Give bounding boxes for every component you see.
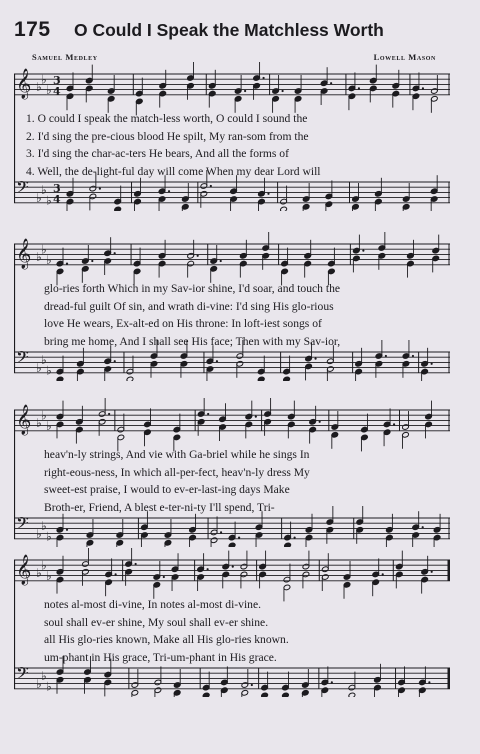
music-system xyxy=(14,548,450,697)
lyric-text: 1. O could I speak the match-less worth, O could I sound the xyxy=(26,112,308,125)
dot xyxy=(108,413,110,415)
dot xyxy=(267,193,269,195)
flat-icon: ♭ xyxy=(46,529,52,544)
flat-icon: ♭ xyxy=(36,526,42,541)
lyric-line xyxy=(14,501,450,514)
bass-clef-icon: 𝄢 xyxy=(16,177,29,201)
dot xyxy=(331,681,333,683)
flat-icon: ♭ xyxy=(41,558,47,573)
lyric-text: soul shall ev-er shine, My soul shall ev-er shine. xyxy=(44,615,269,629)
lyric-line xyxy=(14,598,450,611)
bass-clef-icon: 𝄢 xyxy=(16,347,29,371)
dot xyxy=(422,87,424,89)
time-signature-top: 3 xyxy=(53,182,61,195)
dot xyxy=(431,571,433,573)
dot xyxy=(207,568,209,570)
note-group xyxy=(56,232,439,285)
lyric-line xyxy=(14,317,450,330)
dot xyxy=(163,576,165,578)
hymn-number: 175 xyxy=(14,18,51,41)
dot xyxy=(314,358,316,360)
lyric-line xyxy=(14,616,450,629)
lyric-text: right-eous-ness, In which all-per-fect, heav'n-ly dress My xyxy=(44,465,310,479)
flat-icon: ♭ xyxy=(41,183,47,197)
dot xyxy=(358,87,360,89)
dot xyxy=(382,573,384,575)
flat-icon: ♭ xyxy=(41,72,47,87)
flat-icon: ♭ xyxy=(41,242,47,257)
treble-staff xyxy=(14,560,450,581)
dot xyxy=(385,355,387,357)
dot xyxy=(135,563,137,565)
flat-icon: ♭ xyxy=(46,363,52,378)
dot xyxy=(216,360,218,362)
dot xyxy=(91,260,93,262)
lyric-text: glo-ries forth Which in my Sav-ior shine, I'd soar, and touch the xyxy=(44,282,341,295)
lyric-line xyxy=(14,130,450,143)
flat-icon: ♭ xyxy=(41,353,47,367)
music-system xyxy=(14,398,450,547)
flat-icon: ♭ xyxy=(41,669,47,683)
dot xyxy=(428,681,430,683)
lyric-line xyxy=(14,633,450,646)
flat-icon: ♭ xyxy=(36,250,42,265)
flat-icon: ♭ xyxy=(46,679,52,694)
lyric-line xyxy=(14,165,450,178)
lyric-text: love He wears, Ex-alt-ed on His throne: In loft-iest songs of xyxy=(44,317,322,331)
dot xyxy=(232,566,234,568)
dot xyxy=(207,413,209,415)
flat-icon: ♭ xyxy=(46,418,52,433)
dot xyxy=(114,252,116,254)
treble-clef-icon: 𝄞 xyxy=(16,239,32,269)
flat-icon: ♭ xyxy=(36,360,42,375)
dot xyxy=(281,90,283,92)
lyric-text: heav'n-ly strings, And vie with Ga-briel while he sings In xyxy=(44,448,310,461)
music-composer: Lowell Mason xyxy=(373,52,436,62)
dot xyxy=(393,423,395,425)
bass-clef-icon: 𝄢 xyxy=(16,663,29,687)
dot xyxy=(66,263,68,265)
lyric-line xyxy=(14,282,450,295)
dot xyxy=(220,531,222,533)
dot xyxy=(66,529,68,531)
lyric-text: Broth-er, Friend, A blest e-ter-ni-ty I'll spend, Tri- xyxy=(44,500,275,514)
lyric-line xyxy=(14,335,450,348)
dot xyxy=(422,526,424,528)
treble-clef-icon: 𝄞 xyxy=(16,405,32,435)
lyric-line xyxy=(14,300,450,313)
flat-icon: ♭ xyxy=(46,252,52,267)
time-signature-top: 3 xyxy=(53,74,61,87)
flat-icon: ♭ xyxy=(36,566,42,581)
dot xyxy=(210,185,212,187)
time-signature-bottom: 4 xyxy=(53,85,61,98)
lyric-line xyxy=(14,483,450,496)
lyric-text: dread-ful guilt Of sin, and wrath di-vine: I'd sing His glo-rious xyxy=(44,299,334,313)
note-group xyxy=(56,548,433,601)
flat-icon: ♭ xyxy=(41,519,47,533)
dot xyxy=(412,355,414,357)
flat-icon: ♭ xyxy=(41,408,47,423)
dot xyxy=(115,573,117,575)
treble-staff xyxy=(14,74,450,95)
time-signature-bottom: 4 xyxy=(53,193,61,206)
bass-clef-icon: 𝄢 xyxy=(16,513,29,537)
treble-clef-icon: 𝄞 xyxy=(16,555,32,585)
treble-clef-icon: 𝄞 xyxy=(16,69,32,99)
dot xyxy=(168,190,170,192)
note-group xyxy=(66,62,438,115)
dot xyxy=(220,260,222,262)
lyric-text: notes al-most di-vine, In notes al-most di-vine. xyxy=(44,598,262,611)
flat-icon: ♭ xyxy=(46,193,52,208)
words-author: Samuel Medley xyxy=(32,52,98,62)
dot xyxy=(431,363,433,365)
lyric-line xyxy=(14,651,450,664)
lyric-text: all His glo-ries known, Make all His glo-ries known. xyxy=(44,633,289,647)
flat-icon: ♭ xyxy=(46,568,52,583)
lyric-text: 2. I'd sing the pre-cious blood He spilt, My ran-som from the xyxy=(26,129,309,143)
dot xyxy=(294,537,296,539)
lyric-text: sweet-est praise, I would to ev-er-last-ing days Make xyxy=(44,483,290,497)
lyric-line xyxy=(14,112,450,125)
dot xyxy=(244,90,246,92)
dot xyxy=(114,360,116,362)
dot xyxy=(255,416,257,418)
note-group xyxy=(56,398,432,451)
lyric-text: um-phant in His grace, Tri-um-phant in His grace. xyxy=(44,650,277,664)
flat-icon: ♭ xyxy=(36,416,42,431)
lyric-line xyxy=(14,448,450,461)
lyric-line xyxy=(14,147,450,160)
lyric-line xyxy=(14,466,450,479)
flat-icon: ♭ xyxy=(36,676,42,691)
flat-icon: ♭ xyxy=(36,80,42,95)
dot xyxy=(362,250,364,252)
dot xyxy=(251,684,253,686)
flat-icon: ♭ xyxy=(46,82,52,97)
dot xyxy=(238,537,240,539)
lyric-text: 4. Well, the de-light-ful day will come When my dear Lord will xyxy=(26,164,321,178)
bass-staff xyxy=(14,668,450,689)
lyric-text: bring me home, And I shall see His face; Then with my Sav-ior, xyxy=(44,334,341,348)
dot xyxy=(262,77,264,79)
dot xyxy=(99,188,101,190)
lyric-text: 3. I'd sing the char-ac-ters He bears, And all the forms of xyxy=(26,147,289,161)
dot xyxy=(330,82,332,84)
dot xyxy=(197,255,199,257)
dot xyxy=(319,421,321,423)
flat-icon: ♭ xyxy=(36,190,42,205)
hymn-title: O Could I Speak the Matchless Worth xyxy=(74,20,384,40)
music-system xyxy=(14,232,450,381)
music-system xyxy=(14,62,450,211)
